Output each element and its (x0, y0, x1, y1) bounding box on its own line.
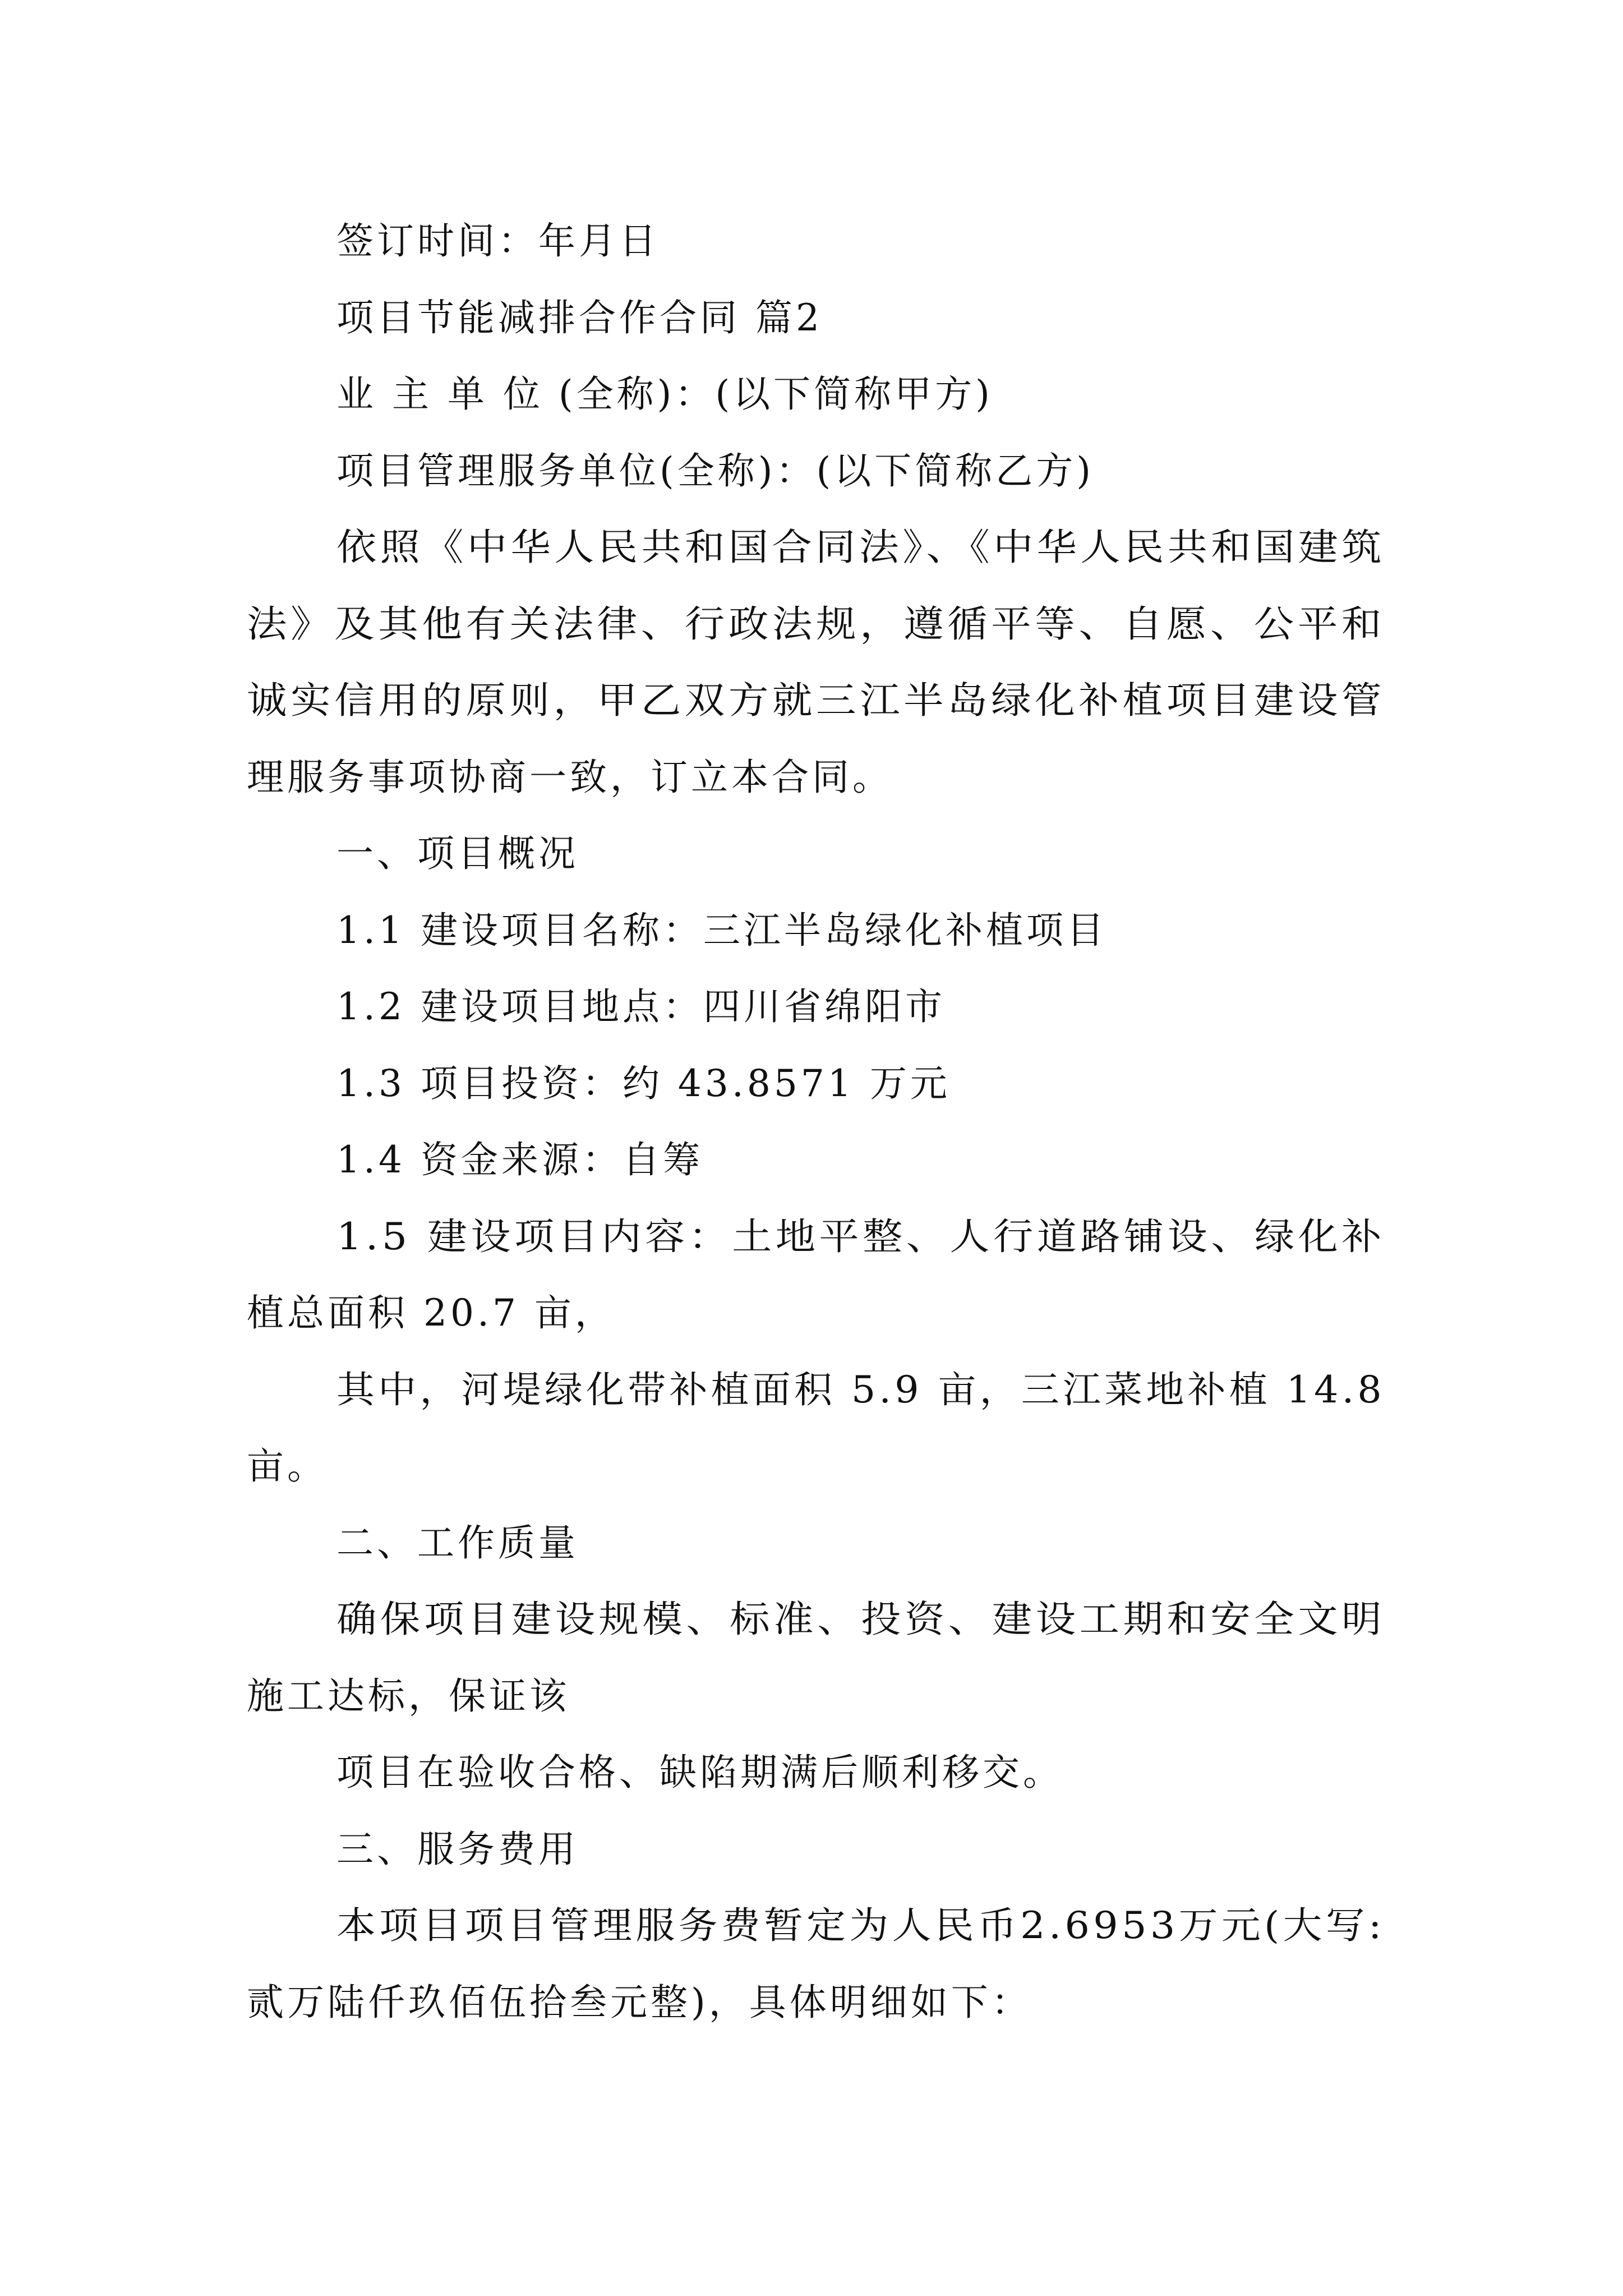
item-project-location: 1.2 建设项目地点：四川省绵阳市 (336, 985, 946, 1028)
contract-title: 项目节能减排合作合同 篇2 (336, 296, 823, 339)
preamble-line-2: 法》及其他有关法律、行政法规，遵循平等、自愿、公平和 (247, 602, 1385, 646)
quality-line-3: 项目在验收合格、缺陷期满后顺利移交。 (336, 1751, 1063, 1794)
signing-date-line: 签订时间：年月日 (336, 219, 660, 263)
planting-detail-line-1: 其中，河堤绿化带补植面积 5.9 亩，三江菜地补植 14.8 (336, 1368, 1385, 1411)
item-project-content-line-1: 1.5 建设项目内容：土地平整、人行道路铺设、绿化补 (336, 1215, 1385, 1258)
fee-line-2: 贰万陆仟玖佰伍拾叁元整)，具体明细如下： (247, 1981, 1032, 2024)
section-heading-fees: 三、服务费用 (336, 1828, 579, 1871)
party-b-line: 项目管理服务单位(全称)：(以下简称乙方) (336, 449, 1094, 493)
fee-line-1: 本项目项目管理服务费暂定为人民币2.6953万元(大写: (336, 1904, 1385, 1947)
item-project-content-line-2: 植总面积 20.7 亩， (247, 1291, 615, 1335)
section-heading-overview: 一、项目概况 (336, 832, 579, 875)
planting-detail-line-2: 亩。 (247, 1444, 328, 1488)
preamble-line-4: 理服务事项协商一致，订立本合同。 (247, 756, 893, 799)
section-heading-quality: 二、工作质量 (336, 1521, 579, 1565)
item-project-investment: 1.3 项目投资：约 43.8571 万元 (336, 1062, 951, 1105)
party-a-line: 业 主 单 位 (全称)：(以下简称甲方) (336, 372, 993, 416)
preamble-line-1: 依照《中华人民共和国合同法》、《中华人民共和国建筑 (336, 526, 1385, 569)
quality-line-2: 施工达标，保证该 (247, 1674, 570, 1718)
preamble-line-3: 诚实信用的原则，甲乙双方就三江半岛绿化补植项目建设管 (247, 679, 1385, 722)
item-funding-source: 1.4 资金来源：自筹 (336, 1138, 703, 1181)
quality-line-1: 确保项目建设规模、标准、投资、建设工期和安全文明 (336, 1598, 1386, 1641)
item-project-name: 1.1 建设项目名称：三江半岛绿化补植项目 (336, 909, 1107, 952)
